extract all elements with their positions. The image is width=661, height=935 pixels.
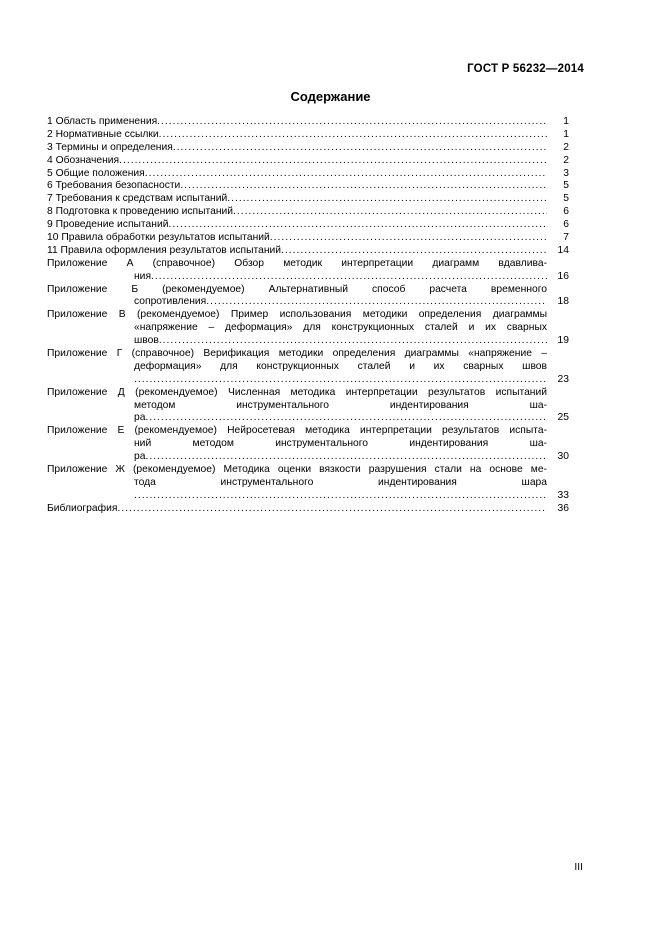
leader-dots — [145, 168, 547, 181]
page-ref: 36 — [557, 502, 569, 514]
toc-entry[interactable]: 1 Область применения ..... 1 — [47, 116, 569, 129]
toc-appendix-v[interactable] — [47, 309, 569, 348]
page-ref: 25 — [557, 412, 569, 424]
page-ref: 1 — [563, 128, 569, 140]
toc-entry[interactable]: 10 Правила обработки результатов испытаний ..... 7 — [47, 232, 569, 245]
leader-dots — [168, 219, 547, 232]
toc-entry[interactable]: 2 Нормативные ссылки ..... 1 — [47, 129, 569, 142]
leader-dots — [157, 116, 547, 129]
page-ref: 14 — [557, 244, 569, 256]
leader-dots — [117, 503, 547, 516]
toc-appendix-zh[interactable] — [47, 464, 569, 503]
page-ref: 7 — [563, 232, 569, 243]
leader-dots — [180, 180, 547, 193]
appendix-title-end: сопротивления — [134, 296, 207, 308]
leader-dots — [206, 296, 547, 309]
page-ref: 1 — [563, 115, 569, 127]
appendix-title-line: ний методом инструментального индентирования ша- — [134, 438, 547, 450]
leader-dots — [159, 129, 547, 142]
page-ref: 5 — [563, 193, 569, 205]
page-ref: 19 — [557, 335, 569, 347]
leader-dots — [145, 451, 547, 464]
toc-entry[interactable]: 4 Обозначения ..... 2 — [47, 155, 569, 168]
appendix-title-line: деформация» для конструкционных сталей и их сварных швов — [134, 360, 547, 372]
page-ref: 2 — [563, 141, 569, 153]
leader-dots — [281, 245, 547, 258]
leader-dots — [134, 490, 547, 503]
appendix-title-end: ра — [134, 412, 146, 424]
page-ref: 33 — [557, 489, 569, 501]
leader-dots — [151, 271, 547, 284]
toc-entry[interactable]: 11 Правила оформления результатов испытаний ..... 14 — [47, 245, 569, 258]
appendix-title-line: Приложение Д (рекомендуемое) Численная методика интерпретации результатов испытаний — [47, 386, 547, 398]
leader-dots — [227, 193, 547, 206]
appendix-title-end: ра — [134, 451, 146, 463]
leader-dots — [233, 206, 547, 219]
toc-appendix-g[interactable] — [47, 348, 569, 387]
leader-dots — [159, 335, 547, 348]
page-ref: 16 — [557, 270, 569, 282]
appendix-title-line: «напряжение – деформация» для конструкционных сталей и их сварных — [134, 322, 547, 334]
leader-dots — [173, 142, 547, 155]
toc-entry[interactable]: 6 Требования безопасности ..... 5 — [47, 180, 569, 193]
page-ref: 6 — [563, 206, 569, 218]
appendix-title-line: Приложение Г (справочное) Верификация методики определения диаграммы «напряжение – — [47, 348, 547, 360]
toc-appendix-e[interactable] — [47, 425, 569, 464]
appendix-title-line: Приложение Е (рекомендуемое) Нейросетевая методика интерпретации результатов испыта- — [47, 425, 547, 437]
leader-dots — [145, 412, 547, 425]
appendix-title-line: Приложение В (рекомендуемое) Пример использования методики определения диаграммы — [47, 309, 547, 321]
appendix-title-line: тода инструментального индентирования шара — [134, 476, 547, 488]
page-ref: 18 — [557, 296, 569, 308]
toc-appendix-b[interactable] — [47, 284, 569, 310]
leader-dots — [119, 155, 547, 168]
toc-bibliography[interactable]: Библиография ..... 36 — [47, 503, 569, 516]
page-ref: 2 — [563, 154, 569, 166]
table-of-contents — [47, 116, 569, 516]
page-ref: 6 — [563, 219, 569, 231]
appendix-title-line: Приложение Ж (рекомендуемое) Методика оценки вязкости разрушения стали на основе ме- — [47, 464, 547, 476]
toc-entry[interactable]: 8 Подготовка к проведению испытаний ..... 6 — [47, 206, 569, 219]
toc-entry[interactable]: 5 Общие положения ..... 3 — [47, 168, 569, 181]
appendix-title-end: швов — [134, 335, 159, 347]
toc-entry[interactable]: 3 Термины и определения ..... 2 — [47, 142, 569, 155]
appendix-title-line: методом инструментального индентирования ша- — [134, 399, 547, 411]
page-ref: 3 — [563, 167, 569, 179]
standard-code: ГОСТ Р 56232—2014 — [467, 63, 584, 75]
toc-entry[interactable]: 7 Требования к средствам испытаний ..... 5 — [47, 193, 569, 206]
page-number: III — [574, 862, 583, 873]
page-ref: 23 — [557, 373, 569, 385]
appendix-title-line: Приложение Б (рекомендуемое) Альтернативный способ расчета временного — [47, 283, 547, 295]
leader-dots — [134, 374, 547, 387]
leader-dots — [270, 232, 547, 245]
page-ref: 5 — [563, 180, 569, 192]
toc-appendix-d[interactable] — [47, 387, 569, 426]
toc-appendix-a[interactable] — [47, 258, 569, 284]
toc-title: Содержание — [290, 89, 371, 104]
toc-entry[interactable]: 9 Проведение испытаний ..... 6 — [47, 219, 569, 232]
appendix-title-line: Приложение А (справочное) Обзор методик интерпретации диаграмм вдавлива- — [47, 257, 547, 269]
page-ref: 30 — [557, 451, 569, 463]
appendix-title-end: ния — [134, 270, 152, 282]
